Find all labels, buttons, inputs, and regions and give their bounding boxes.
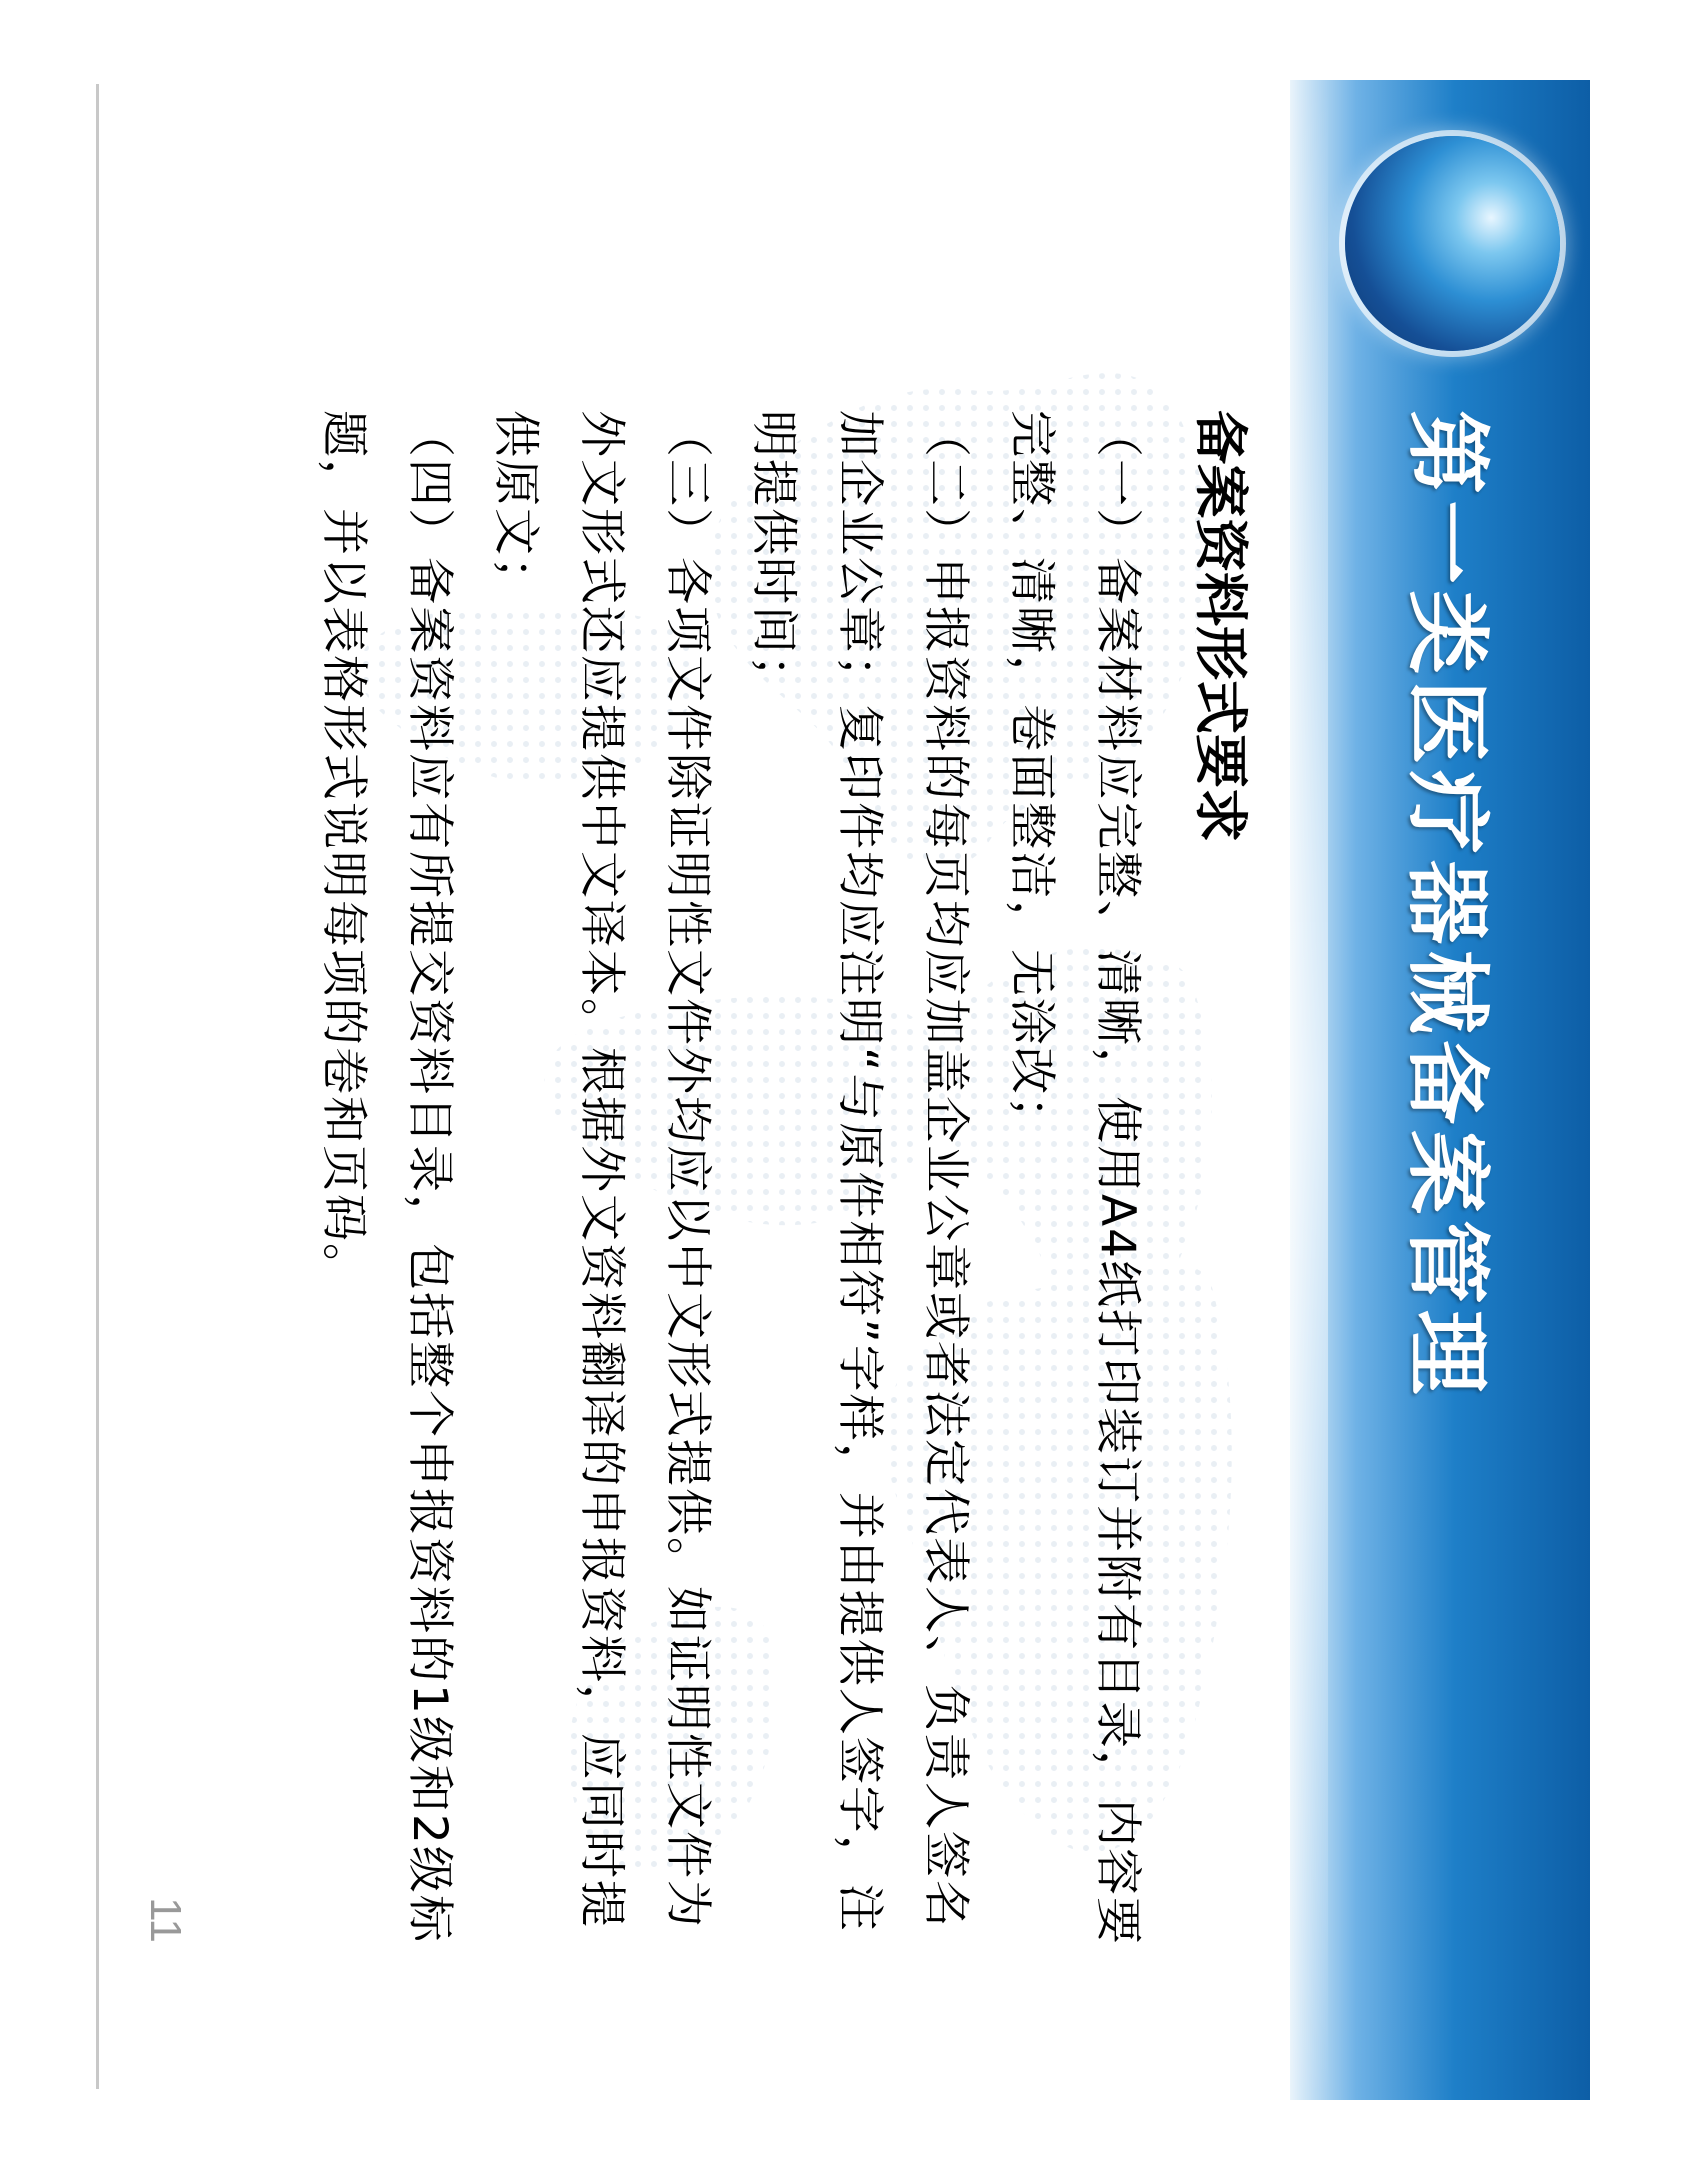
paragraph-4: （四）备案资料应有所提交资料目录，包括整个申报资料的1级和2级标题，并以表格形式说明每项的卷和页码。 <box>316 410 457 1944</box>
paragraph-2: （二）申报资料的每页均应加盖企业公章或者法定代表人、负责人签名加企业公章；复印件均应注明“与原件相符”字样，并由提供人签字，注明提供时间； <box>746 410 973 1933</box>
page-number: 11 <box>141 1897 190 1943</box>
slide-container <box>150 80 1590 2100</box>
paragraph-3: （三）各项文件除证明性文件外均应以中文形式提供。如证明性文件为外文形式还应提供中文译本。根据外文资料翻译的申报资料，应同时提供原文； <box>488 410 715 1929</box>
section-heading: 备案资料形式要求 <box>1189 410 1252 842</box>
globe-logo-icon <box>1345 136 1560 351</box>
paragraph-1: （一）备案材料应完整、清晰，使用A4纸打印装订并附有目录，内容要完整、清晰，卷面整洁，无涂改； <box>1004 410 1145 1947</box>
rotated-slide <box>150 80 1590 2100</box>
page-left-border <box>96 84 99 2089</box>
slide-title: 第一类医疗器械备案管理 <box>1398 410 1496 1401</box>
header-banner-highlight <box>1290 80 1328 2100</box>
body-content <box>300 410 1160 1970</box>
